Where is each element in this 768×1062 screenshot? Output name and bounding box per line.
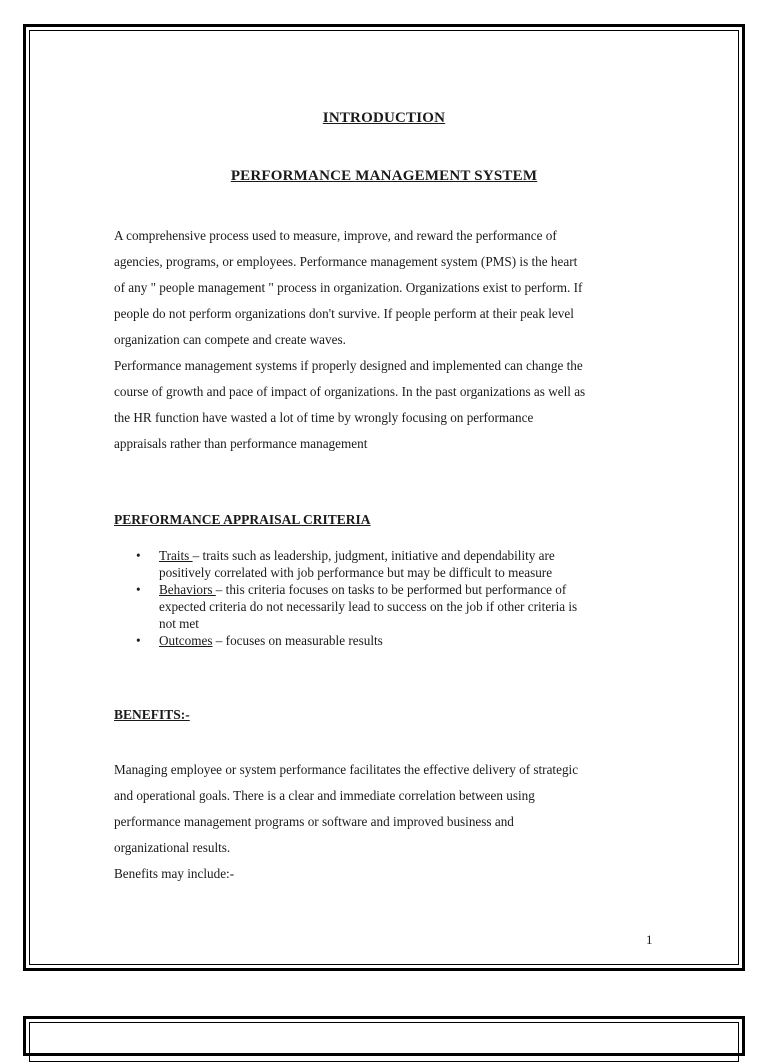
page-number: 1 bbox=[646, 932, 653, 947]
bullet-icon: • bbox=[136, 582, 141, 597]
criteria-text: – traits such as leadership, judgment, initiative and dependability are bbox=[192, 548, 555, 563]
criteria-item-traits bbox=[114, 547, 674, 581]
next-page-border-inner bbox=[29, 1022, 739, 1062]
benefits-line: Benefits may include:- bbox=[114, 866, 235, 881]
bullet-icon: • bbox=[136, 548, 141, 563]
criteria-text: positively correlated with job performance but may be difficult to measure bbox=[159, 565, 553, 580]
pms-heading: PERFORMANCE MANAGEMENT SYSTEM bbox=[230, 168, 538, 184]
benefits-heading: BENEFITS:- bbox=[114, 707, 190, 722]
intro-line: A comprehensive process used to measure, improve, and reward the performance of bbox=[114, 228, 557, 243]
intro-line: Performance management systems if properly designed and implemented can change the bbox=[114, 358, 583, 373]
intro-line: appraisals rather than performance management bbox=[114, 436, 368, 451]
intro-line: of any " people management " process in organization. Organizations exist to perform. If bbox=[114, 280, 583, 295]
criteria-text: – this criteria focuses on tasks to be performed but performance of bbox=[215, 582, 567, 597]
intro-line: course of growth and pace of impact of organizations. In the past organizations as well as bbox=[114, 384, 586, 399]
benefits-text-block bbox=[114, 757, 674, 887]
intro-line: people do not perform organizations don't survive. If people perform at their peak level bbox=[114, 306, 574, 321]
criteria-item-outcomes bbox=[114, 632, 674, 649]
intro-line: the HR function have wasted a lot of time by wrongly focusing on performance bbox=[114, 410, 534, 425]
bullet-icon: • bbox=[136, 633, 141, 648]
criteria-heading: PERFORMANCE APPRAISAL CRITERIA bbox=[114, 512, 371, 527]
criteria-item-behaviors bbox=[114, 581, 674, 632]
benefits-line: organizational results. bbox=[114, 840, 231, 855]
benefits-line: performance management programs or software and improved business and bbox=[114, 814, 514, 829]
benefits-line: Managing employee or system performance facilitates the effective delivery of strategic bbox=[114, 762, 579, 777]
intro-line: organization can compete and create waves. bbox=[114, 332, 346, 347]
criteria-list bbox=[114, 547, 674, 649]
benefits-line: and operational goals. There is a clear and immediate correlation between using bbox=[114, 788, 535, 803]
criteria-text: not met bbox=[159, 616, 199, 631]
criteria-term: Traits bbox=[159, 548, 193, 563]
criteria-term: Outcomes bbox=[159, 633, 213, 648]
criteria-text: – focuses on measurable results bbox=[212, 633, 383, 648]
criteria-term: Behaviors bbox=[159, 582, 216, 597]
intro-line: agencies, programs, or employees. Performance management system (PMS) is the heart bbox=[114, 254, 578, 269]
intro-text-block bbox=[114, 223, 674, 457]
criteria-text: expected criteria do not necessarily lead to success on the job if other criteria is bbox=[159, 599, 578, 614]
introduction-heading: INTRODUCTION bbox=[322, 110, 446, 126]
